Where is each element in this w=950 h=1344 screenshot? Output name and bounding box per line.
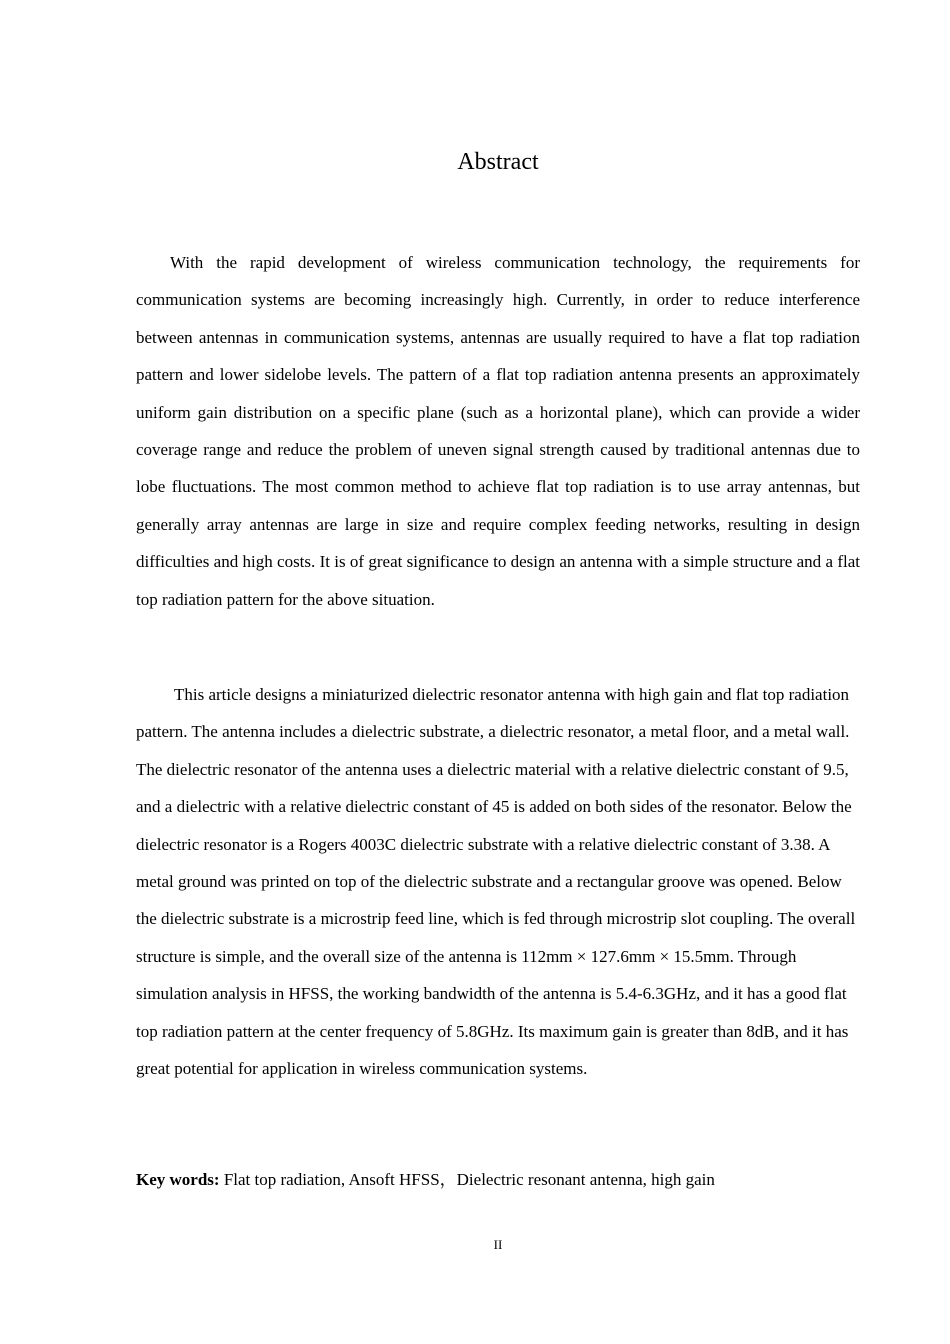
page-number: II [493,1237,503,1252]
keywords-label: Key words: [136,1170,220,1189]
abstract-heading: Abstract [457,149,539,175]
abstract-paragraph-2: This article designs a miniaturized dielectric resonator antenna with high gain and flat top radiation pattern. The antenna includes a dielectric substrate, a dielectric resonator, a metal floor, and a metal wall. The dielectric resonator of the antenna uses a dielectric material with a relative dielectric constant of 9.5, and a dielectric with a relative dielectric constant of 45 is added on both sides of the resonator. Below the dielectric resonator is a Rogers 4003C dielectric substrate with a relative dielectric constant of 3.38. A metal ground was printed on top of the dielectric substrate and a rectangular groove was opened. Below the dielectric substrate is a microstrip feed line, which is fed through microstrip slot coupling. The overall structure is simple, and the overall size of the antenna is 112mm × 127.6mm × 15.5mm. Through simulation analysis in HFSS, the working bandwidth of the antenna is 5.4-6.3GHz, and it has a good flat top radiation pattern at the center frequency of 5.8GHz. Its maximum gain is greater than 8dB, and it has great potential for application in wireless communication systems. [136,685,856,1079]
keywords-text: Flat top radiation, Ansoft HFSS，Dielectric resonant antenna, high gain [219,1170,715,1189]
keywords-line [136,1161,860,1198]
abstract-paragraph-1: With the rapid development of wireless communication technology, the requirements for communication systems are becoming increasingly high. Currently, in order to reduce interference between antennas in communication systems, antennas are usually required to have a flat top radiation pattern and lower sidelobe levels. The pattern of a flat top radiation antenna presents an approximately uniform gain distribution on a specific plane (such as a horizontal plane), which can provide a wider coverage range and reduce the problem of uneven signal strength caused by traditional antennas due to lobe fluctuations. The most common method to achieve flat top radiation is to use array antennas, but generally array antennas are large in size and require complex feeding networks, resulting in design difficulties and high costs. It is of great significance to design an antenna with a simple structure and a flat top radiation pattern for the above situation. [136,253,860,609]
